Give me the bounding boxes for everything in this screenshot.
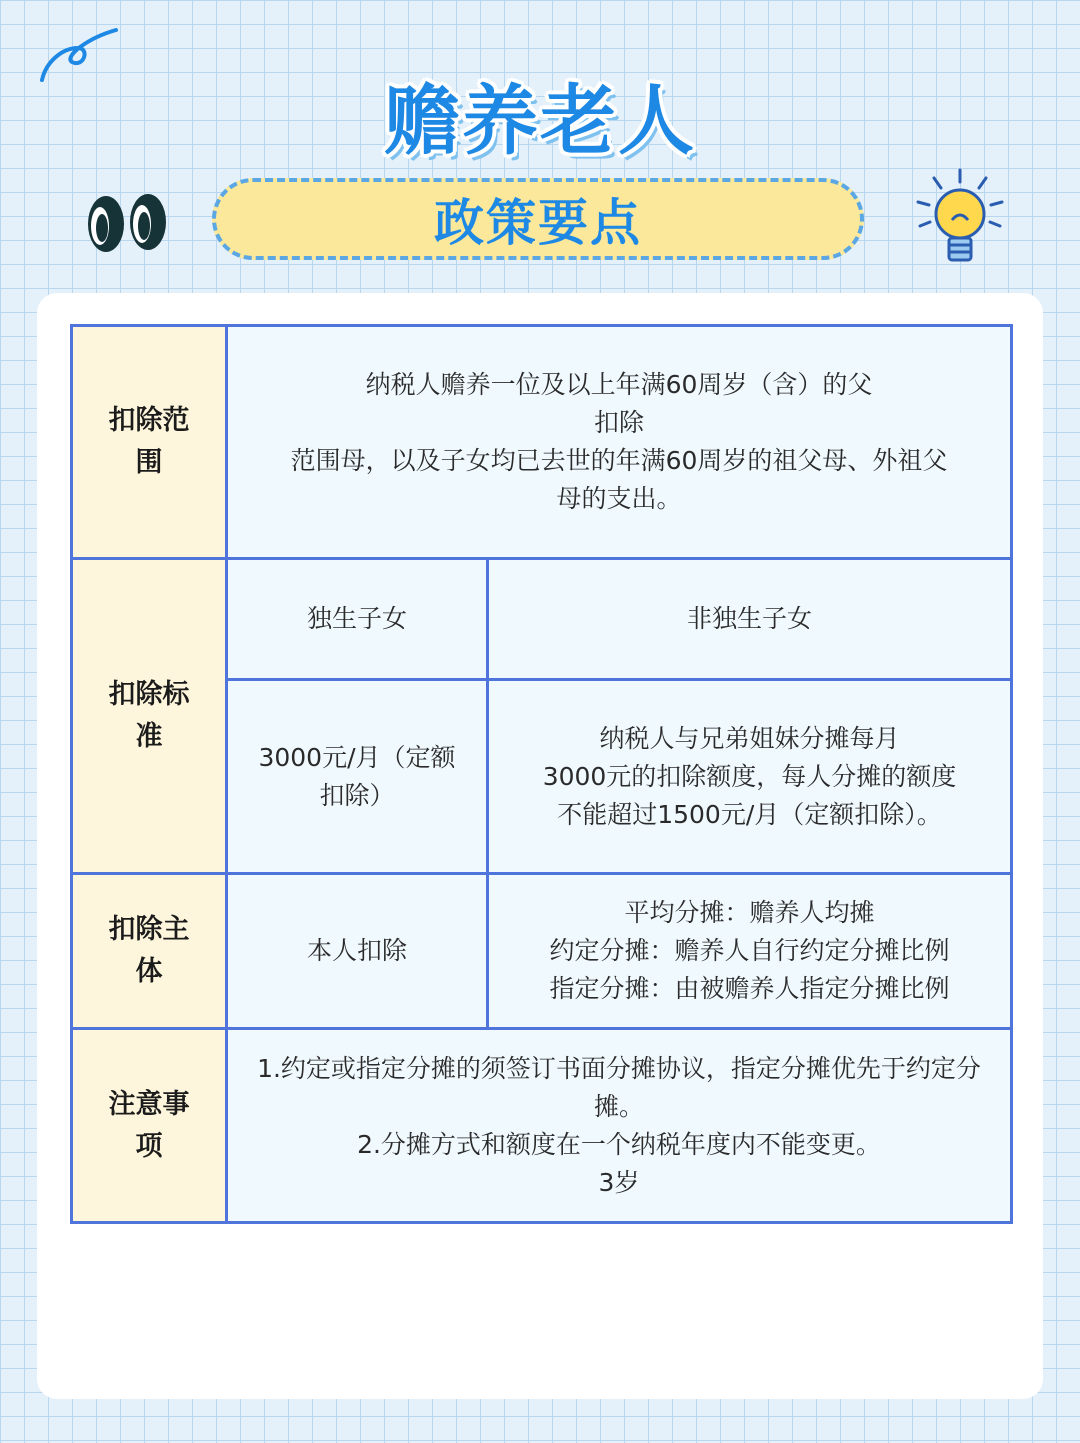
scope-line: 扣除 bbox=[594, 408, 645, 437]
only-child-header: 独生子女 bbox=[227, 559, 488, 680]
table-row-standard-headers bbox=[72, 559, 1012, 680]
non-only-child-header: 非独生子女 bbox=[488, 559, 1012, 680]
non-only-child-value bbox=[488, 680, 1012, 874]
note-line: 2.分摊方式和额度在一个纳税年度内不能变更。 bbox=[357, 1129, 881, 1159]
subject-value: 本人扣除 bbox=[227, 874, 488, 1029]
scope-line: 范围母，以及子女均已去世的年满60周岁的祖父母、外祖父 bbox=[290, 446, 948, 475]
subtitle-banner bbox=[212, 178, 864, 260]
standard-line: 纳税人与兄弟姐妹分摊每月 bbox=[599, 723, 900, 753]
row-header-notes: 注意事项 bbox=[72, 1029, 227, 1223]
share-method-line: 平均分摊：赡养人均摊 bbox=[624, 898, 875, 927]
standard-line: 不能超过1500元/月（定额扣除）。 bbox=[557, 799, 942, 829]
scope-value bbox=[227, 326, 1012, 559]
table-row-subject bbox=[72, 874, 1012, 1029]
share-method-line: 约定分摊：赡养人自行约定分摊比例 bbox=[549, 936, 950, 965]
page-title: 赡养老人 bbox=[384, 76, 696, 165]
notes-value bbox=[227, 1029, 1012, 1223]
row-header-subject: 扣除主体 bbox=[72, 874, 227, 1029]
table-row-scope bbox=[72, 326, 1012, 559]
share-method-line: 指定分摊：由被赡养人指定分摊比例 bbox=[549, 974, 950, 1003]
row-header-scope: 扣除范围 bbox=[72, 326, 227, 559]
page-subtitle: 政策要点 bbox=[434, 194, 642, 252]
subject-share-methods bbox=[488, 874, 1012, 1029]
note-line: 1.约定或指定分摊的须签订书面分摊协议，指定分摊优先于约定分摊。 bbox=[257, 1053, 981, 1121]
scope-line: 纳税人赡养一位及以上年满60周岁（含）的父 bbox=[365, 370, 873, 399]
only-child-value: 3000元/月（定额扣除） bbox=[227, 680, 488, 874]
standard-line: 3000元的扣除额度，每人分摊的额度 bbox=[542, 761, 957, 791]
row-header-standard: 扣除标准 bbox=[72, 559, 227, 874]
table-row-notes bbox=[72, 1029, 1012, 1223]
policy-table bbox=[70, 324, 1013, 1224]
note-line: 3岁 bbox=[598, 1167, 640, 1197]
lightbulb-icon bbox=[912, 164, 1008, 272]
scope-line: 母的支出。 bbox=[556, 484, 682, 513]
cartoon-eyes-icon bbox=[84, 192, 174, 256]
